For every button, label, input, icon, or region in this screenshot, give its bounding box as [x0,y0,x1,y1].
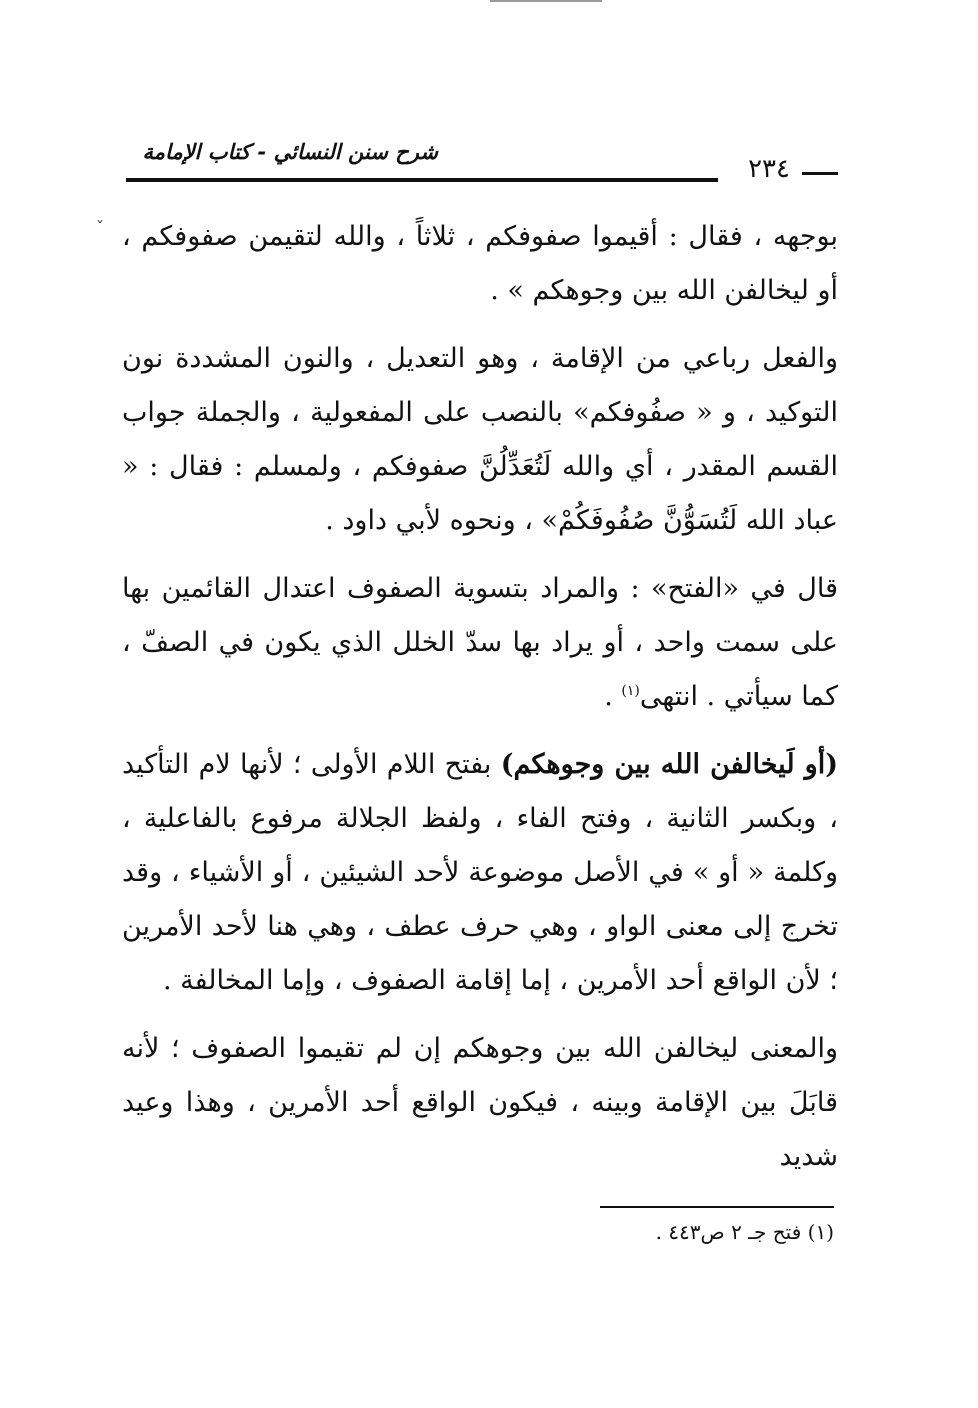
margin-mark: ˇ [96,218,104,237]
page-number: ٢٣٤ [748,154,790,184]
paragraph [122,1022,838,1184]
scan-edge-mark [490,0,602,2]
paragraph-end: . [604,681,622,712]
footnote-rule [600,1206,834,1208]
paragraph [122,332,838,548]
running-title: شرح سنن النسائي - كتاب الإمامة [142,140,438,164]
header-rule [126,178,718,182]
main-text [122,210,838,1198]
paragraph-text: والفعل رباعي من الإقامة ، وهو التعديل ، والنون المشددة نون التوكيد ، و « صفُوفكم» بالنصب على المفعولية ، والجملة جواب القسم المقدر ، أي والله لَتُعَدِّلُنَّ صفوفكم ، ولمسلم : فقال : « عباد الله لَتُسَوُّنَّ صُفُوفَكُمْ» ، ونحوه لأبي داود . [122,343,838,536]
footnote-reference: (١) [621,683,640,699]
footnote: (١) فتح جـ ٢ ص٤٤٣ . [655,1220,834,1244]
paragraph-text: قال في «الفتح» : والمراد بتسوية الصفوف اعتدال القائمين بها على سمت واحد ، أو يراد بها سدّ الخلل الذي يكون في الصفّ ، كما سيأتي . انتهى [122,573,838,712]
paragraph [122,738,838,1008]
paragraph-text: والمعنى ليخالفن الله بين وجوهكم إن لم تقيموا الصفوف ؛ لأنه قابَلَ بين الإقامة وبينه ، فيكون الواقع أحد الأمرين ، وهذا وعيد شديد [122,1033,838,1172]
page-header [120,138,838,188]
paragraph [122,210,838,318]
paragraph-text: بوجهه ، فقال : أقيموا صفوفكم ، ثلاثاً ، والله لتقيمن صفوفكم ، أو ليخالفن الله بين وجوهكم » . [122,221,838,306]
page-number-dash [802,172,838,175]
quoted-hadith-phrase: (أو لَيخالفن الله بين وجوهكم) [500,749,838,780]
paragraph [122,562,838,724]
paragraph-text: بفتح اللام الأولى ؛ لأنها لام التأكيد ، وبكسر الثانية ، وفتح الفاء ، ولفظ الجلالة مرفوع بالفاعلية ، وكلمة « أو » في الأصل موضوعة لأحد الشيئين ، أو الأشياء ، وقد تخرج إلى معنى الواو ، وهي حرف عطف ، وهي هنا لأحد الأمرين ؛ لأن الواقع أحد الأمرين ، إما إقامة الصفوف ، وإما المخالفة . [122,749,838,996]
